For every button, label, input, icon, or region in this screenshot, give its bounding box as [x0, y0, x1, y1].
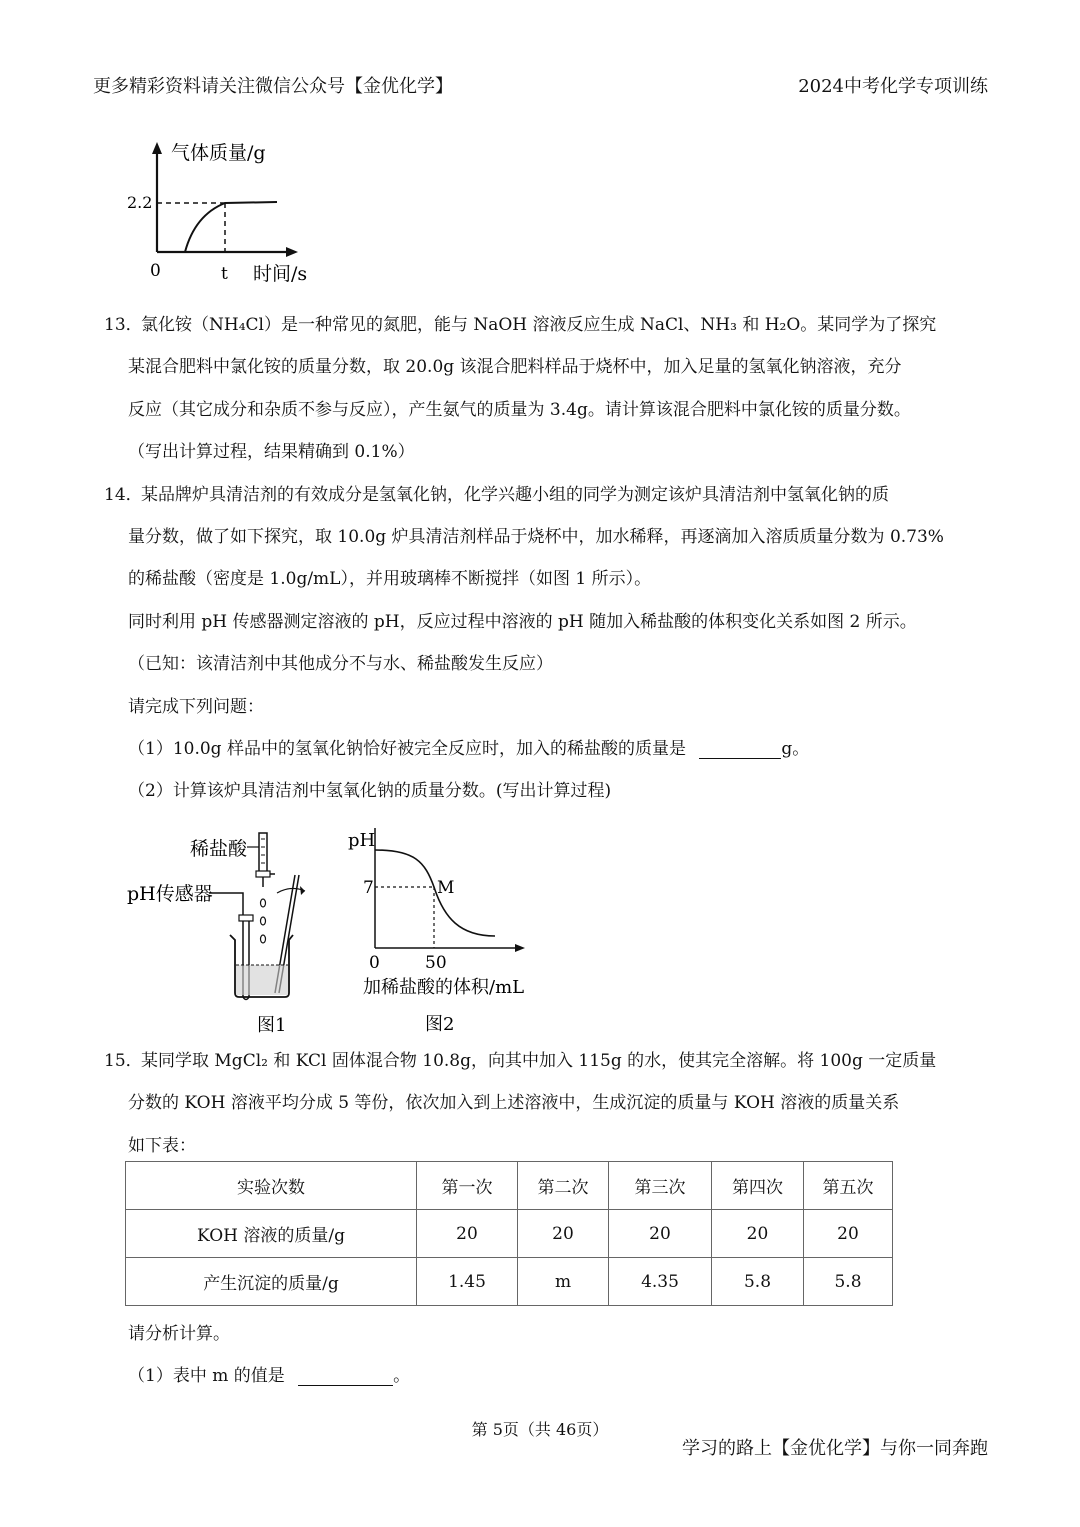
q15-line3: 如下表： — [128, 1136, 196, 1156]
table-cell: 4.35 — [609, 1258, 712, 1306]
fig2-xlabel: 加稀盐酸的体积/mL — [363, 977, 525, 998]
q13-line3: 反应（其它成分和杂质不参与反应），产生氨气的质量为 3.4g。请计算该混合肥料中氯化铵的质量分数。 — [128, 400, 911, 420]
q14-number: 14． — [104, 485, 143, 505]
table-cell: 20 — [518, 1210, 609, 1258]
q14-line3: 的稀盐酸（密度是 1.0g/mL），并用玻璃棒不断搅拌（如图 1 所示）。 — [128, 569, 652, 589]
drop-icon — [261, 917, 266, 925]
drop-icon — [261, 935, 266, 943]
data-table — [125, 1161, 893, 1306]
q15-answer-blank[interactable] — [298, 1369, 393, 1386]
q13-line2: 某混合肥料中氯化铵的质量分数，取 20.0g 该混合肥料样品于烧杯中，加入足量的氢氧化钠溶液，充分 — [128, 357, 902, 377]
q13-number: 13． — [104, 315, 143, 335]
q14-line5: （已知：该清洁剂中其他成分不与水、稀盐酸发生反应） — [128, 654, 553, 674]
table-cell: 20 — [417, 1210, 518, 1258]
q14-line2: 量分数，做了如下探究，取 10.0g 炉具清洁剂样品于烧杯中，加水稀释，再逐滴加入溶质质量分数为 0.73% — [128, 527, 944, 547]
table-header-cell: 第三次 — [609, 1162, 712, 1210]
fig1-sensor-label: pH传感器 — [127, 883, 213, 905]
q14-line1: 某品牌炉具清洁剂的有效成分是氢氧化钠，化学兴趣小组的同学为测定该炉具清洁剂中氢氧化钠的质 — [141, 485, 889, 505]
q15-subq1-text: （1）表中 m 的值是 — [128, 1366, 285, 1386]
table-cell: 5.8 — [804, 1258, 893, 1306]
fig2-point-label: M — [437, 878, 455, 898]
table-cell: 1.45 — [417, 1258, 518, 1306]
graph1-xtick: t — [221, 264, 228, 284]
fig2-origin: 0 — [369, 953, 380, 973]
page-number: 第 5页（共 46页） — [471, 1420, 609, 1439]
header-right: 2024中考化学专项训练 — [798, 76, 988, 97]
table-cell: 20 — [712, 1210, 804, 1258]
q14-line4: 同时利用 pH 传感器测定溶液的 pH，反应过程中溶液的 pH 随加入稀盐酸的体积变化关系如图 2 所示。 — [128, 612, 917, 632]
table-row — [126, 1210, 893, 1258]
table-header-row — [126, 1162, 893, 1210]
gas-mass-graph — [115, 135, 325, 290]
fig2-ylabel: pH — [348, 830, 376, 851]
table-header-cell: 实验次数 — [126, 1162, 417, 1210]
drop-icon — [261, 899, 266, 907]
q13-line1: 氯化铵（NH₄Cl）是一种常见的氮肥，能与 NaOH 溶液反应生成 NaCl、NH₃ 和 H₂O。某同学为了探究 — [141, 315, 937, 335]
q15-line2: 分数的 KOH 溶液平均分成 5 等份，依次加入到上述溶液中，生成沉淀的质量与 KOH 溶液的质量关系 — [128, 1093, 900, 1113]
q15-subq1 — [128, 1361, 410, 1386]
q14-subq2: （2）计算该炉具清洁剂中氢氧化钠的质量分数。(写出计算过程) — [128, 781, 612, 801]
graph1-origin: 0 — [150, 261, 161, 281]
fig1-caption: 图1 — [257, 1015, 287, 1036]
header-left: 更多精彩资料请关注微信公众号【金优化学】 — [93, 76, 453, 97]
q14-line6: 请完成下列问题： — [128, 697, 264, 717]
q15-number: 15． — [104, 1051, 143, 1071]
table-cell: 5.8 — [712, 1258, 804, 1306]
footer-slogan: 学习的路上【金优化学】与你一同奔跑 — [682, 1438, 988, 1459]
table-cell: 20 — [609, 1210, 712, 1258]
q14-subq1-text: （1）10.0g 样品中的氢氧化钠恰好被完全反应时，加入的稀盐酸的质量是 — [128, 739, 686, 759]
table-header-cell: 第四次 — [712, 1162, 804, 1210]
fig2-caption: 图2 — [425, 1014, 455, 1035]
q15-subq1-end: 。 — [393, 1366, 411, 1386]
table-header-cell: 第五次 — [804, 1162, 893, 1210]
fig1-acid-label: 稀盐酸 — [190, 838, 248, 860]
q14-answer-blank[interactable] — [699, 742, 781, 759]
table-cell: 产生沉淀的质量/g — [126, 1258, 417, 1306]
graph1-ytick: 2.2 — [127, 193, 153, 212]
graph1-xlabel: 时间/s — [253, 263, 308, 285]
table-cell: 20 — [804, 1210, 893, 1258]
table-header-cell: 第一次 — [417, 1162, 518, 1210]
table-header-cell: 第二次 — [518, 1162, 609, 1210]
q14-subq1 — [128, 734, 809, 759]
q15-after-table: 请分析计算。 — [128, 1324, 230, 1344]
q15-line1: 某同学取 MgCl₂ 和 KCl 固体混合物 10.8g，向其中加入 115g 的水，使其完全溶解。将 100g 一定质量 — [141, 1051, 937, 1071]
figure2-ph-graph — [340, 818, 555, 1040]
table-cell: KOH 溶液的质量/g — [126, 1210, 417, 1258]
q14-subq1-unit: g。 — [781, 739, 810, 759]
table-row — [126, 1258, 893, 1306]
table-cell: m — [518, 1258, 609, 1306]
q13-line4: （写出计算过程，结果精确到 0.1%） — [128, 442, 415, 462]
fig2-ytick: 7 — [363, 878, 374, 898]
fig2-xtick: 50 — [425, 953, 447, 973]
graph1-ylabel: 气体质量/g — [171, 142, 266, 164]
figure1-apparatus — [125, 825, 330, 1040]
